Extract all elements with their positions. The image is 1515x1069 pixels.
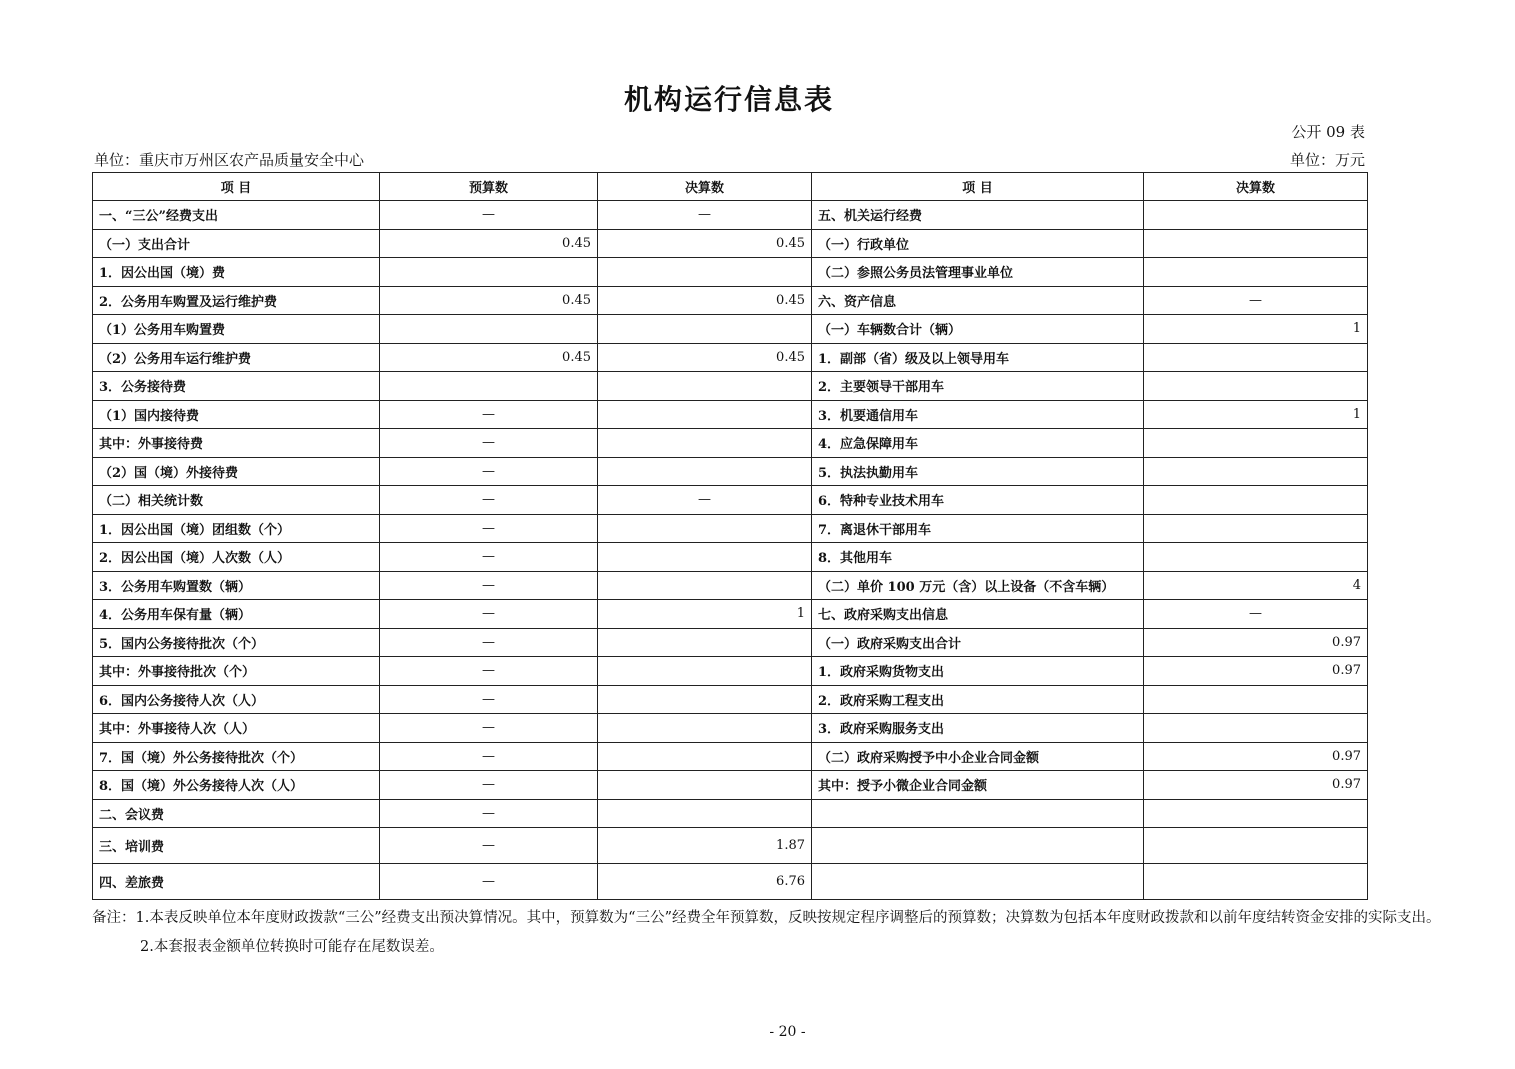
final-cell <box>598 714 812 743</box>
table-row <box>93 372 1368 401</box>
final-cell: — <box>598 486 812 515</box>
row-label: （2）国（境）外接待费 <box>93 457 380 486</box>
budget-cell: — <box>380 714 598 743</box>
table-row <box>93 685 1368 714</box>
table-row <box>93 400 1368 429</box>
right-label: 4．应急保障用车 <box>812 429 1144 458</box>
budget-cell: — <box>380 657 598 686</box>
row-label: （一）支出合计 <box>93 229 380 258</box>
right-final-cell <box>1144 229 1368 258</box>
row-label: 其中：外事接待人次（人） <box>93 714 380 743</box>
header-final-left: 决算数 <box>598 173 812 201</box>
row-label: 2．因公出国（境）人次数（人） <box>93 543 380 572</box>
right-label: 六、资产信息 <box>812 286 1144 315</box>
right-label: 6．特种专业技术用车 <box>812 486 1144 515</box>
final-cell <box>598 771 812 800</box>
budget-cell: — <box>380 201 598 230</box>
table-row <box>93 429 1368 458</box>
operation-info-table <box>92 172 1368 900</box>
final-cell: 0.45 <box>598 343 812 372</box>
final-cell <box>598 571 812 600</box>
budget-cell <box>380 372 598 401</box>
right-final-cell <box>1144 828 1368 864</box>
row-label: 4．公务用车保有量（辆） <box>93 600 380 629</box>
budget-cell: — <box>380 628 598 657</box>
table-row <box>93 543 1368 572</box>
final-cell: — <box>598 201 812 230</box>
right-final-cell: 0.97 <box>1144 742 1368 771</box>
right-label <box>812 864 1144 900</box>
right-final-cell <box>1144 685 1368 714</box>
row-label: （二）相关统计数 <box>93 486 380 515</box>
final-cell <box>598 457 812 486</box>
final-cell <box>598 258 812 287</box>
table-row <box>93 600 1368 629</box>
currency-unit: 单位：万元 <box>1289 151 1365 169</box>
final-cell <box>598 400 812 429</box>
budget-cell: — <box>380 685 598 714</box>
row-label: 5．国内公务接待批次（个） <box>93 628 380 657</box>
table-row <box>93 457 1368 486</box>
row-label: 3．公务用车购置数（辆） <box>93 571 380 600</box>
budget-cell: 0.45 <box>380 286 598 315</box>
right-label: 3．机要通信用车 <box>812 400 1144 429</box>
row-label: 1．因公出国（境）团组数（个） <box>93 514 380 543</box>
row-label: 二、会议费 <box>93 799 380 828</box>
budget-cell: — <box>380 828 598 864</box>
row-label: 3．公务接待费 <box>93 372 380 401</box>
right-final-cell <box>1144 864 1368 900</box>
right-final-cell: 1 <box>1144 315 1368 344</box>
final-cell: 0.45 <box>598 229 812 258</box>
right-label: 7．离退休干部用车 <box>812 514 1144 543</box>
table-row <box>93 771 1368 800</box>
right-label: （二）政府采购授予中小企业合同金额 <box>812 742 1144 771</box>
budget-cell: 0.45 <box>380 343 598 372</box>
right-label: （二）参照公务员法管理事业单位 <box>812 258 1144 287</box>
row-label: 2．公务用车购置及运行维护费 <box>93 286 380 315</box>
final-cell <box>598 315 812 344</box>
budget-cell: — <box>380 571 598 600</box>
right-final-cell: — <box>1144 286 1368 315</box>
final-cell: 1 <box>598 600 812 629</box>
right-label: 3．政府采购服务支出 <box>812 714 1144 743</box>
right-final-cell: 0.97 <box>1144 628 1368 657</box>
row-label: （1）国内接待费 <box>93 400 380 429</box>
right-final-cell: 1 <box>1144 400 1368 429</box>
right-label: 其中：授予小微企业合同金额 <box>812 771 1144 800</box>
budget-cell: — <box>380 429 598 458</box>
table-row <box>93 657 1368 686</box>
right-final-cell <box>1144 514 1368 543</box>
budget-cell <box>380 315 598 344</box>
right-label: 5．执法执勤用车 <box>812 457 1144 486</box>
budget-cell: — <box>380 742 598 771</box>
row-label: 三、培训费 <box>93 828 380 864</box>
final-cell: 1.87 <box>598 828 812 864</box>
header-item-left: 项 目 <box>93 173 380 201</box>
header-budget: 预算数 <box>380 173 598 201</box>
budget-cell: — <box>380 486 598 515</box>
table-row <box>93 571 1368 600</box>
table-row <box>93 229 1368 258</box>
final-cell <box>598 685 812 714</box>
row-label: 其中：外事接待批次（个） <box>93 657 380 686</box>
right-label <box>812 828 1144 864</box>
right-final-cell <box>1144 486 1368 515</box>
budget-cell: — <box>380 400 598 429</box>
final-cell <box>598 742 812 771</box>
right-final-cell: 0.97 <box>1144 657 1368 686</box>
table-row <box>93 486 1368 515</box>
right-label: 2．政府采购工程支出 <box>812 685 1144 714</box>
table-row <box>93 343 1368 372</box>
budget-cell: — <box>380 771 598 800</box>
right-label: 2．主要领导干部用车 <box>812 372 1144 401</box>
table-row <box>93 514 1368 543</box>
row-label: 6．国内公务接待人次（人） <box>93 685 380 714</box>
right-final-cell <box>1144 429 1368 458</box>
footnote-2: 2.本套报表金额单位转换时可能存在尾数误差。 <box>140 939 444 955</box>
right-final-cell: — <box>1144 600 1368 629</box>
row-label: 8．国（境）外公务接待人次（人） <box>93 771 380 800</box>
final-cell: 6.76 <box>598 864 812 900</box>
page-number: - 20 - <box>769 1024 806 1040</box>
final-cell <box>598 372 812 401</box>
budget-cell: — <box>380 514 598 543</box>
right-final-cell: 0.97 <box>1144 771 1368 800</box>
budget-cell: 0.45 <box>380 229 598 258</box>
page-title: 机构运行信息表 <box>623 83 834 116</box>
right-label: （一）政府采购支出合计 <box>812 628 1144 657</box>
budget-cell: — <box>380 600 598 629</box>
row-label: 7．国（境）外公务接待批次（个） <box>93 742 380 771</box>
right-final-cell <box>1144 372 1368 401</box>
budget-cell: — <box>380 457 598 486</box>
table-row <box>93 258 1368 287</box>
right-label: （一）行政单位 <box>812 229 1144 258</box>
right-label: 1．政府采购货物支出 <box>812 657 1144 686</box>
right-label: 七、政府采购支出信息 <box>812 600 1144 629</box>
row-label: 其中：外事接待费 <box>93 429 380 458</box>
table-row <box>93 799 1368 828</box>
final-cell <box>598 429 812 458</box>
row-label: （1）公务用车购置费 <box>93 315 380 344</box>
table-row <box>93 742 1368 771</box>
table-row <box>93 864 1368 900</box>
right-label: 五、机关运行经费 <box>812 201 1144 230</box>
table-row <box>93 286 1368 315</box>
footnote-1: 备注：1.本表反映单位本年度财政拨款“三公”经费支出预决算情况。其中，预算数为“三公”经费全年预算数，反映按规定程序调整后的预算数；决算数为包括本年度财政拨款和以前年度结转资金安排的实际支出。 <box>92 910 1441 926</box>
budget-cell: — <box>380 864 598 900</box>
row-label: 四、差旅费 <box>93 864 380 900</box>
table-row <box>93 714 1368 743</box>
table-row <box>93 201 1368 230</box>
final-cell <box>598 657 812 686</box>
right-final-cell <box>1144 457 1368 486</box>
header-item-right: 项 目 <box>812 173 1144 201</box>
table-header-row <box>93 173 1368 201</box>
final-cell <box>598 543 812 572</box>
row-label: （2）公务用车运行维护费 <box>93 343 380 372</box>
footnotes <box>92 904 1482 962</box>
right-final-cell <box>1144 343 1368 372</box>
budget-cell: — <box>380 799 598 828</box>
final-cell <box>598 628 812 657</box>
right-final-cell <box>1144 799 1368 828</box>
right-label: （二）单价 100 万元（含）以上设备（不含车辆） <box>812 571 1144 600</box>
right-final-cell <box>1144 201 1368 230</box>
row-label: 1．因公出国（境）费 <box>93 258 380 287</box>
right-label <box>812 799 1144 828</box>
header-final-right: 决算数 <box>1144 173 1368 201</box>
budget-cell: — <box>380 543 598 572</box>
form-number: 公开 09 表 <box>1291 123 1365 141</box>
table-row <box>93 628 1368 657</box>
right-label: 1．副部（省）级及以上领导用车 <box>812 343 1144 372</box>
final-cell <box>598 799 812 828</box>
table-row <box>93 315 1368 344</box>
organization-unit: 单位：重庆市万州区农产品质量安全中心 <box>94 151 365 169</box>
budget-cell <box>380 258 598 287</box>
right-final-cell <box>1144 258 1368 287</box>
row-label: 一、“三公”经费支出 <box>93 201 380 230</box>
final-cell: 0.45 <box>598 286 812 315</box>
table-row <box>93 828 1368 864</box>
right-final-cell: 4 <box>1144 571 1368 600</box>
right-label: 8．其他用车 <box>812 543 1144 572</box>
right-label: （一）车辆数合计（辆） <box>812 315 1144 344</box>
right-final-cell <box>1144 714 1368 743</box>
final-cell <box>598 514 812 543</box>
right-final-cell <box>1144 543 1368 572</box>
